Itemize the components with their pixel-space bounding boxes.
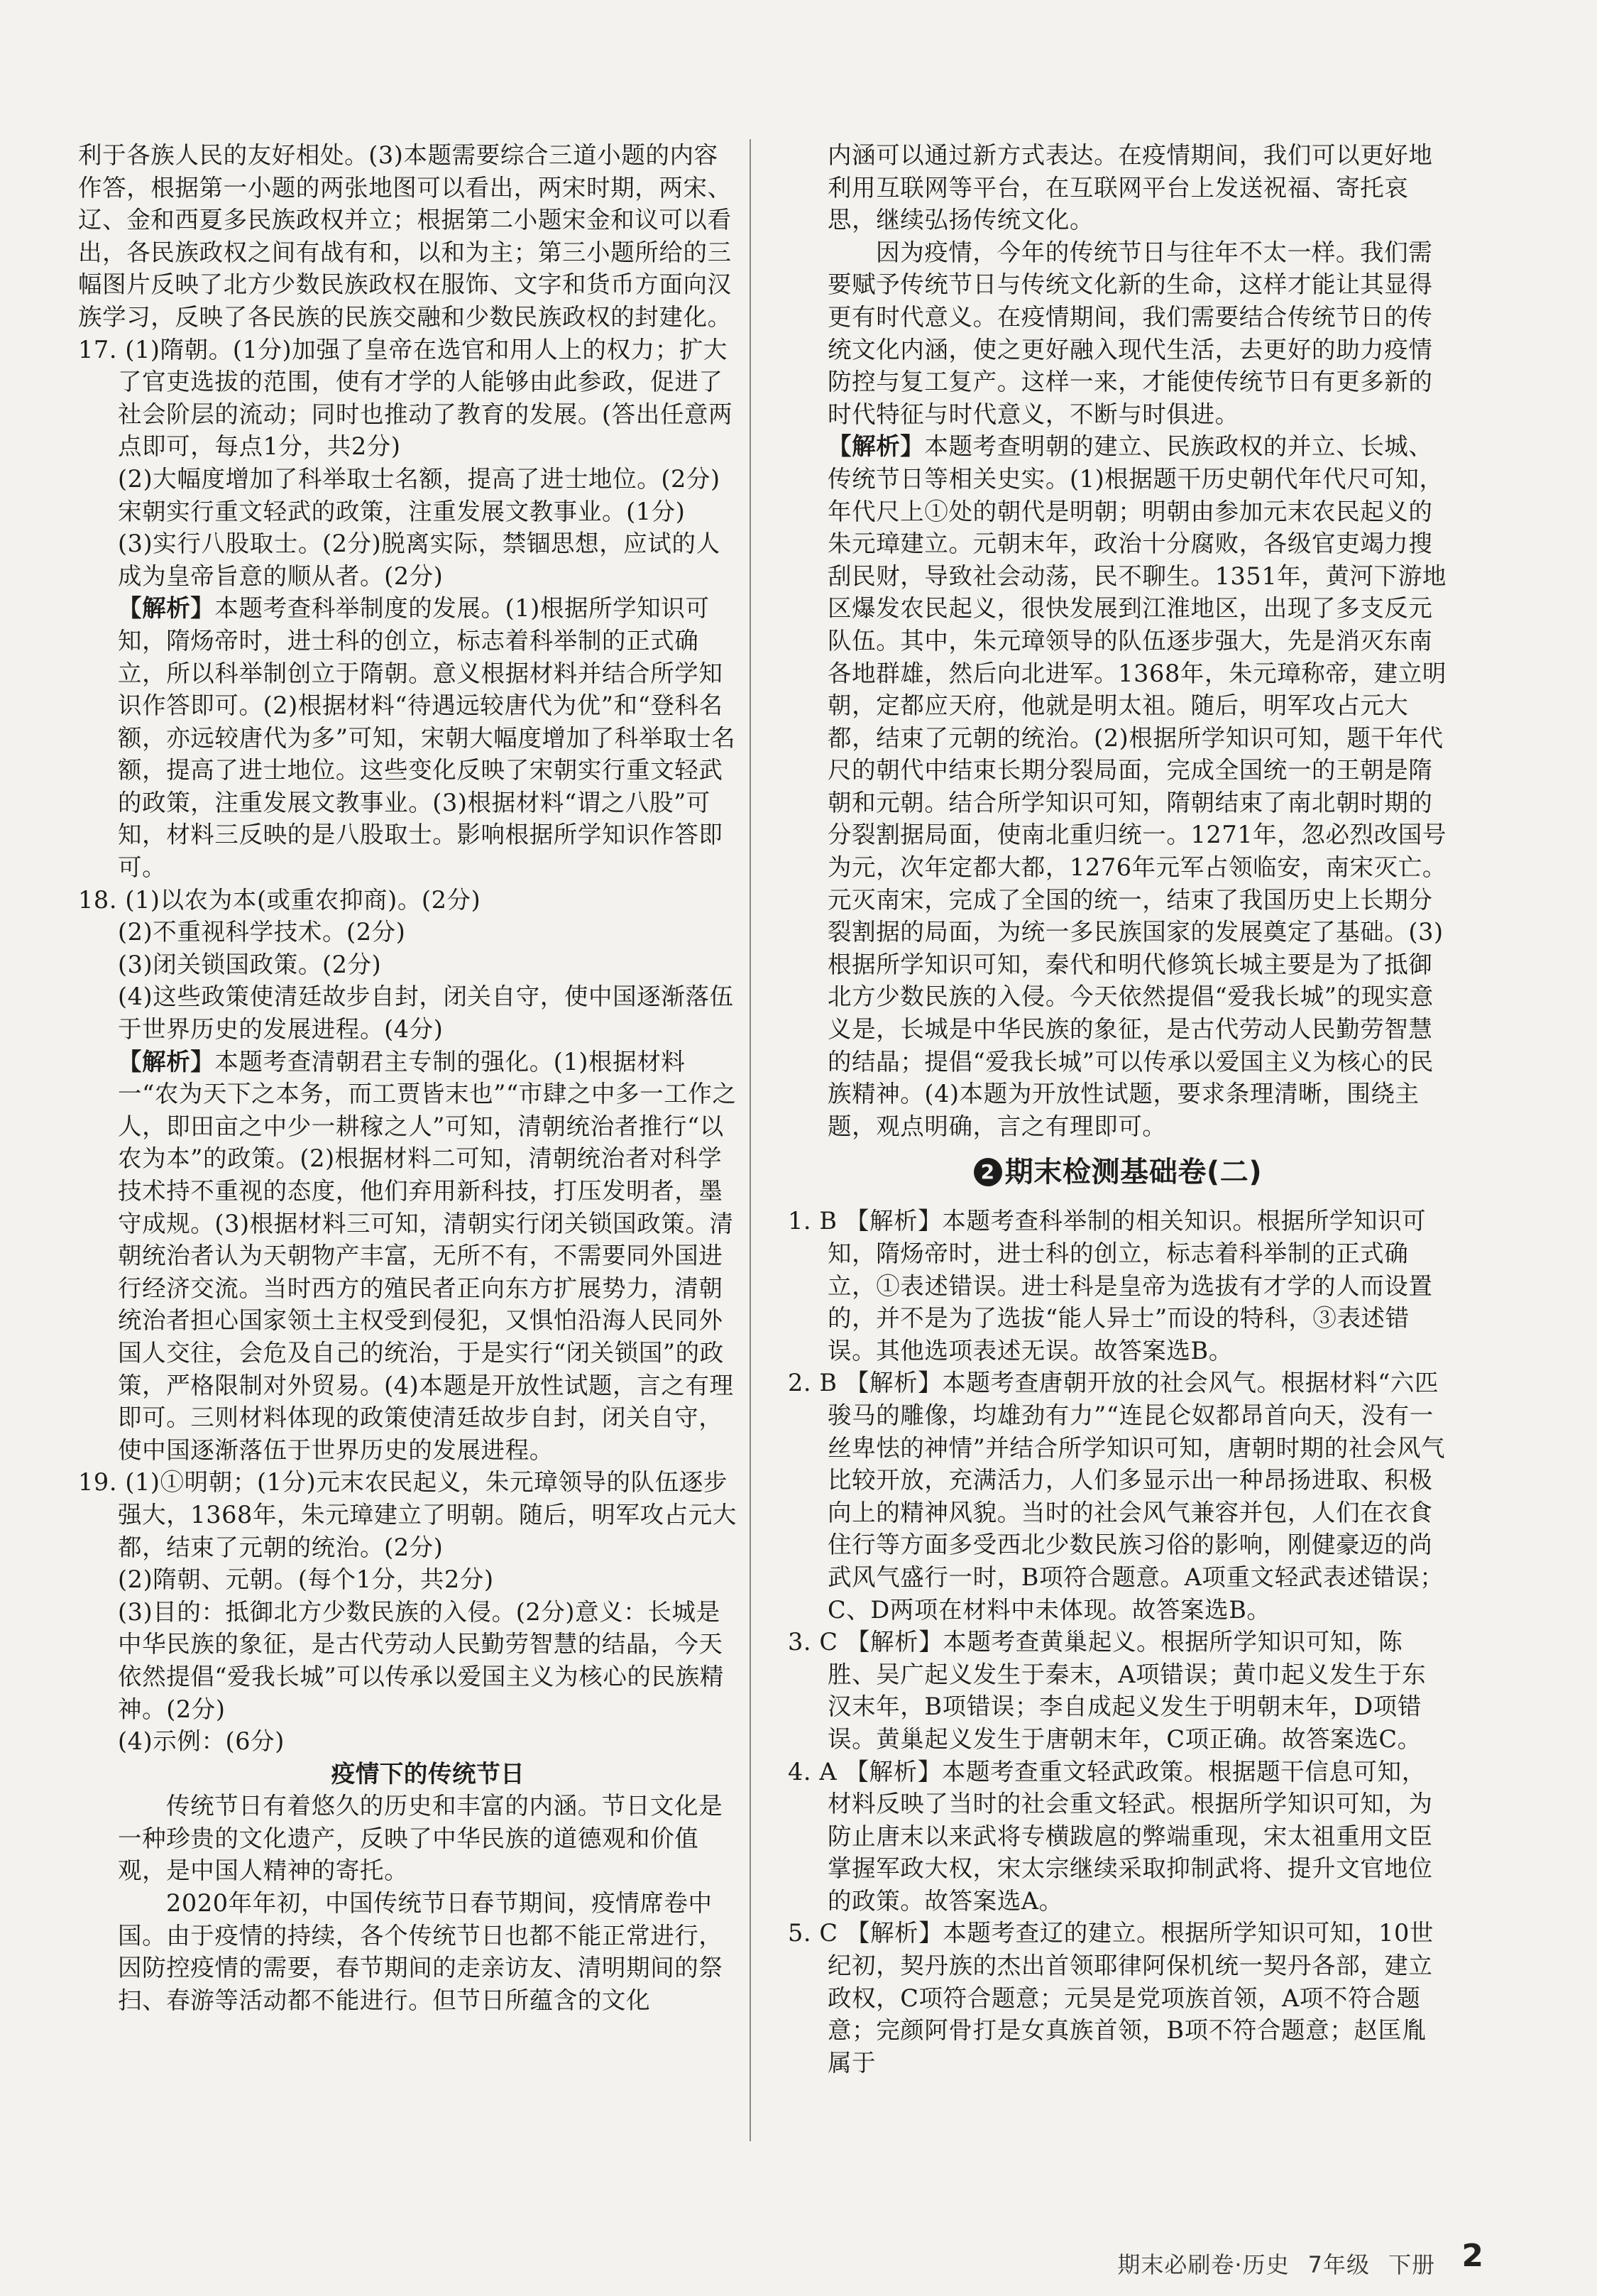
footer-book-title: 期末必刷卷·历史 <box>1117 2251 1290 2278</box>
answer-1: 1. B 【解析】本题考查科举制的相关知识。根据所学知识可知，隋炀帝时，进士科的创立，标志着科举制的正式确立，①表述错误。进士科是皇帝为选拔有才学的人而设置的，并不是为了选拔“能人异士”而设的特科，③表述错误。其他选项表述无误。故答案选B。 <box>788 1207 1433 1365</box>
answer-19-2: (2)隋朝、元朝。(每个1分，共2分) <box>118 1565 494 1594</box>
answer-19-3: (3)目的：抵御北方少数民族的入侵。(2分)意义：长城是中华民族的象征，是古代劳动人民勤劳智慧的结晶，今天依然提倡“爱我长城”可以传承以爱国主义为核心的民族精神。(2分) <box>118 1597 724 1723</box>
footer-volume: 下册 <box>1388 2251 1435 2278</box>
footer-grade: 7年级 <box>1307 2251 1370 2278</box>
essay-paragraph-cont: 内涵可以通过新方式表达。在疫情期间，我们可以更好地利用互联网等平台，在互联网平台上发送祝福、寄托哀思，继续弘扬传统文化。 <box>828 141 1433 234</box>
answer-18-3: (3)闭关锁国政策。(2分) <box>118 950 382 978</box>
answer-18-2: (2)不重视科学技术。(2分) <box>118 918 406 946</box>
analysis-tag: 【解析】 <box>118 594 215 623</box>
answer-5: 5. C 【解析】本题考查辽的建立。根据所学知识可知，10世纪初，契丹族的杰出首领耶律阿保机统一契丹各部，建立政权，C项符合题意；元昊是党项族首领，A项不符合题意；完颜阿骨打是女真族首领，B项不符合题意；赵匡胤属于 <box>788 1919 1434 2077</box>
analysis-tag: 【解析】 <box>828 432 925 461</box>
page-number: 2 <box>1461 2238 1483 2274</box>
paragraph: 利于各族人民的友好相处。(3)本题需要综合三道小题的内容作答，根据第一小题的两张地图可以看出，两宋时期，两宋、辽、金和西夏多民族政权并立；根据第二小题宋金和议可以看出，各民族政权之间有战有和，以和为主；第三小题所给的三幅图片反映了北方少数民族政权在服饰、文字和货币方面向汉族学习，反映了各民族的民族交融和少数民族政权的封建化。 <box>78 141 732 331</box>
page-footer <box>1099 2247 1435 2280</box>
answer-18-1: 18. (1)以农为本(或重农抑商)。(2分) <box>78 885 481 914</box>
answer-18-4: (4)这些政策使清廷故步自封，闭关自守，使中国逐渐落伍于世界历史的发展进程。(4分) <box>118 983 734 1044</box>
analysis-text: 本题考查明朝的建立、民族政权的并立、长城、传统节日等相关史实。(1)根据题干历史朝代年代尺可知，年代尺上①处的朝代是明朝；明朝由参加元末农民起义的朱元璋建立。元朝末年，政治十分腐败，各级官吏竭力搜刮民财，导致社会动荡，民不聊生。1351年，黄河下游地区爆发农民起义，很快发展到江淮地区，出现了多支反元队伍。其中，朱元璋领导的队伍逐步强大，先是消灭东南各地群雄，然后向北进军。1368年，朱元璋称帝，建立明朝，定都应天府，他就是明太祖。随后，明军攻占元大都，结束了元朝的统治。(2)根据所学知识可知，题干年代尺的朝代中结束长期分裂局面，完成全国统一的王朝是隋朝和元朝。结合所学知识可知，隋朝结束了南北朝时期的分裂割据局面，使南北重归统一。1271年，忽必烈改国号为元，次年定都大都，1276年元军占领临安，南宋灭亡。元灭南宋，完成了全国的统一，结束了我国历史上长期分裂割据的局面，为统一多民族国家的发展奠定了基础。(3)根据所学知识可知，秦代和明代修筑长城主要是为了抵御北方少数民族的入侵。今天依然提倡“爱我长城”的现实意义是，长城是中华民族的象征，是古代劳动人民勤劳智慧的结晶；提倡“爱我长城”可以传承以爱国主义为核心的民族精神。(4)本题为开放性试题，要求条理清晰，围绕主题，观点明确，言之有理即可。 <box>828 432 1447 1140</box>
answer-19-4: (4)示例：(6分) <box>118 1727 285 1756</box>
answer-4: 4. A 【解析】本题考查重文轻武政策。根据题干信息可知，材料反映了当时的社会重文轻武。根据所学知识可知，为防止唐末以来武将专横跋扈的弊端重现，宋太祖重用文臣掌握军政大权，宋太宗继续采取抑制武将、提升文官地位的政策。故答案选A。 <box>788 1757 1433 1915</box>
right-column <box>788 139 1448 2079</box>
essay-title: 疫情下的传统节日 <box>331 1759 525 1788</box>
section-number-badge: 2 <box>974 1158 1002 1186</box>
answer-17-1: 17. (1)隋朝。(1分)加强了皇帝在选官和用人上的权力；扩大了官吏选拔的范围，使有才学的人能够由此参政，促进了社会阶层的流动；同时也推动了教育的发展。(答出任意两点即可，每点1分，共2分) <box>78 335 733 461</box>
column-divider <box>750 139 751 2141</box>
answer-3: 3. C 【解析】本题考查黄巢起义。根据所学知识可知，陈胜、吴广起义发生于秦末，A项错误；黄巾起义发生于东汉末年，B项错误；李自成起义发生于明朝末年，D项错误。黄巢起义发生于唐朝末年，C项正确。故答案选C。 <box>788 1628 1427 1753</box>
essay-paragraph: 2020年年初，中国传统节日春节期间，疫情席卷中国。由于疫情的持续，各个传统节日也都不能正常进行，因防控疫情的需要，春节期间的走亲访友、清明期间的祭扫、春游等活动都不能进行。但节日所蕴含的文化 <box>118 1889 723 2014</box>
analysis-19 <box>788 430 1448 1142</box>
essay-paragraph: 传统节日有着悠久的历史和丰富的内涵。节日文化是一种珍贵的文化遗产，反映了中华民族的道德观和价值观，是中国人精神的寄托。 <box>118 1792 723 1885</box>
analysis-text: 本题考查科举制度的发展。(1)根据所学知识可知，隋炀帝时，进士科的创立，标志着科举制的正式确立，所以科举制创立于隋朝。意义根据材料并结合所学知识作答即可。(2)根据材料“待遇远较唐代为优”和“登科名额，亦远较唐代为多”可知，宋朝大幅度增加了科举取士名额，提高了进士地位。这些变化反映了宋朝实行重文轻武的政策，注重发展文教事业。(3)根据材料“谓之八股”可知，材料三反映的是八股取士。影响根据所学知识作答即可。 <box>118 594 736 882</box>
section-title: 期末检测基础卷(二) <box>1004 1156 1263 1189</box>
answer-17-3: (3)实行八股取士。(2分)脱离实际，禁锢思想，应试的人成为皇帝旨意的顺从者。(2分) <box>118 530 720 590</box>
analysis-tag: 【解析】 <box>118 1047 215 1076</box>
answer-19-1: 19. (1)①明朝；(1分)元末农民起义，朱元璋领导的队伍逐步强大，1368年，朱元璋建立了明朝。随后，明军攻占元大都，结束了元朝的统治。(2分) <box>78 1468 737 1561</box>
essay-paragraph: 因为疫情，今年的传统节日与往年不太一样。我们需要赋予传统节日与传统文化新的生命，这样才能让其显得更有时代意义。在疫情期间，我们需要结合传统节日的传统文化内涵，使之更好融入现代生活，去更好的助力疫情防控与复工复产。这样一来，才能使传统节日有更多新的时代特征与时代意义，不断与时俱进。 <box>828 238 1433 428</box>
analysis-17 <box>78 592 738 883</box>
answer-17-2: (2)大幅度增加了科举取士名额，提高了进士地位。(2分)宋朝实行重文轻武的政策，注重发展文教事业。(1分) <box>118 464 720 525</box>
answer-2: 2. B 【解析】本题考查唐朝开放的社会风气。根据材料“六匹骏马的雕像，均雄劲有力”“连昆仑奴都昂首向天，没有一丝卑怯的神情”并结合所学知识可知，唐朝时期的社会风气比较开放，充满活力，人们多显示出一种昂扬进取、积极向上的精神风貌。当时的社会风气兼容并包，人们在衣食住行等方面多受西北少数民族习俗的影响，刚健豪迈的尚武风气盛行一时，B项符合题意。A项重文轻武表述错误；C、D两项在材料中未体现。故答案选B。 <box>788 1369 1446 1624</box>
analysis-18 <box>78 1046 738 1467</box>
section-heading <box>788 1144 1448 1201</box>
left-column <box>78 139 738 2016</box>
analysis-text: 本题考查清朝君主专制的强化。(1)根据材料一“农为天下之本务，而工贾皆末也”“市肆之中多一工作之人，即田亩之中少一耕稼之人”可知，清朝统治者推行“以农为本”的政策。(2)根据材料二可知，清朝统治者对科学技术持不重视的态度，他们弃用新科技，打压发明者，墨守成规。(3)根据材料三可知，清朝实行闭关锁国政策。清朝统治者认为天朝物产丰富，无所不有，不需要同外国进行经济交流。当时西方的殖民者正向东方扩展势力，清朝统治者担心国家领土主权受到侵犯，又惧怕沿海人民同外国人交往，会危及自己的统治，于是实行“闭关锁国”的政策，严格限制对外贸易。(4)本题是开放性试题，言之有理即可。三则材料体现的政策使清廷故步自封，闭关自守，使中国逐渐落伍于世界历史的发展进程。 <box>118 1047 737 1464</box>
